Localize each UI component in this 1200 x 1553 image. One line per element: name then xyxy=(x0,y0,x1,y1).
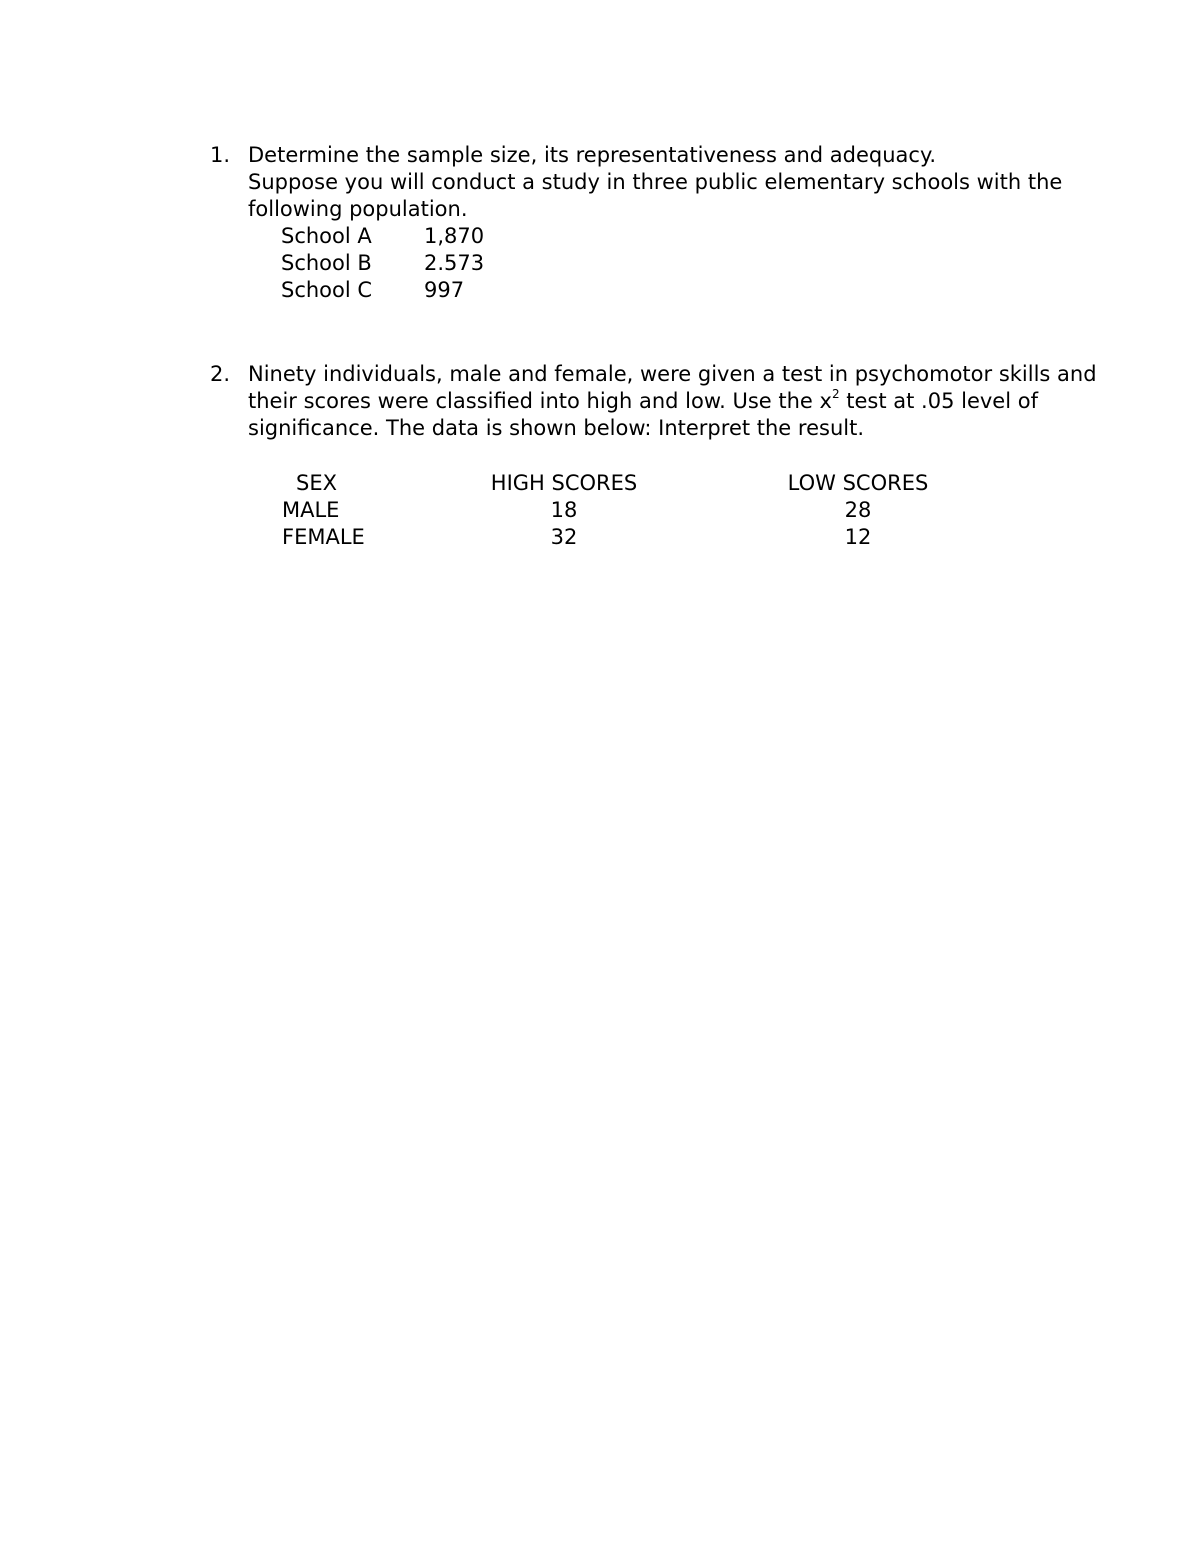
cell-low-score: 12 xyxy=(844,525,872,549)
question-text-line: Ninety individuals, male and female, were given a test in psychomotor skills and xyxy=(248,362,1097,386)
cell-low-score: 28 xyxy=(844,498,872,522)
cell-high-score: 18 xyxy=(550,498,578,522)
cell-high-score: 32 xyxy=(550,525,578,549)
population-row xyxy=(248,223,1128,250)
school-name: School A xyxy=(281,224,372,248)
text-fragment: their scores were classified into high and low. Use the x xyxy=(248,389,832,413)
scores-table xyxy=(248,470,968,551)
question-text-line: Suppose you will conduct a study in three public elementary schools with the xyxy=(248,170,1063,194)
school-population: 997 xyxy=(424,278,465,302)
question-number: 2. xyxy=(210,362,231,386)
superscript: 2 xyxy=(831,387,840,401)
table-row xyxy=(248,524,968,551)
question-body xyxy=(248,142,1128,304)
question-number: 1. xyxy=(210,143,231,167)
text-fragment: test at .05 level of xyxy=(839,389,1038,413)
question-text-line xyxy=(248,388,1128,415)
school-name: School C xyxy=(281,278,373,302)
cell-sex: MALE xyxy=(282,498,340,522)
population-row xyxy=(248,250,1128,277)
question-body xyxy=(248,361,1128,442)
population-row xyxy=(248,277,1128,304)
question-text-line: following population. xyxy=(248,197,468,221)
header-sex: SEX xyxy=(296,471,337,495)
school-name: School B xyxy=(281,251,372,275)
school-population: 1,870 xyxy=(424,224,485,248)
school-population: 2.573 xyxy=(424,251,485,275)
question-text-line: significance. The data is shown below: Interpret the result. xyxy=(248,416,864,440)
question-text-line: Determine the sample size, its representativeness and adequacy. xyxy=(248,143,937,167)
table-row xyxy=(248,497,968,524)
cell-sex: FEMALE xyxy=(282,525,365,549)
header-low-scores: LOW SCORES xyxy=(787,471,929,495)
header-high-scores: HIGH SCORES xyxy=(490,471,638,495)
table-header-row xyxy=(248,470,968,497)
